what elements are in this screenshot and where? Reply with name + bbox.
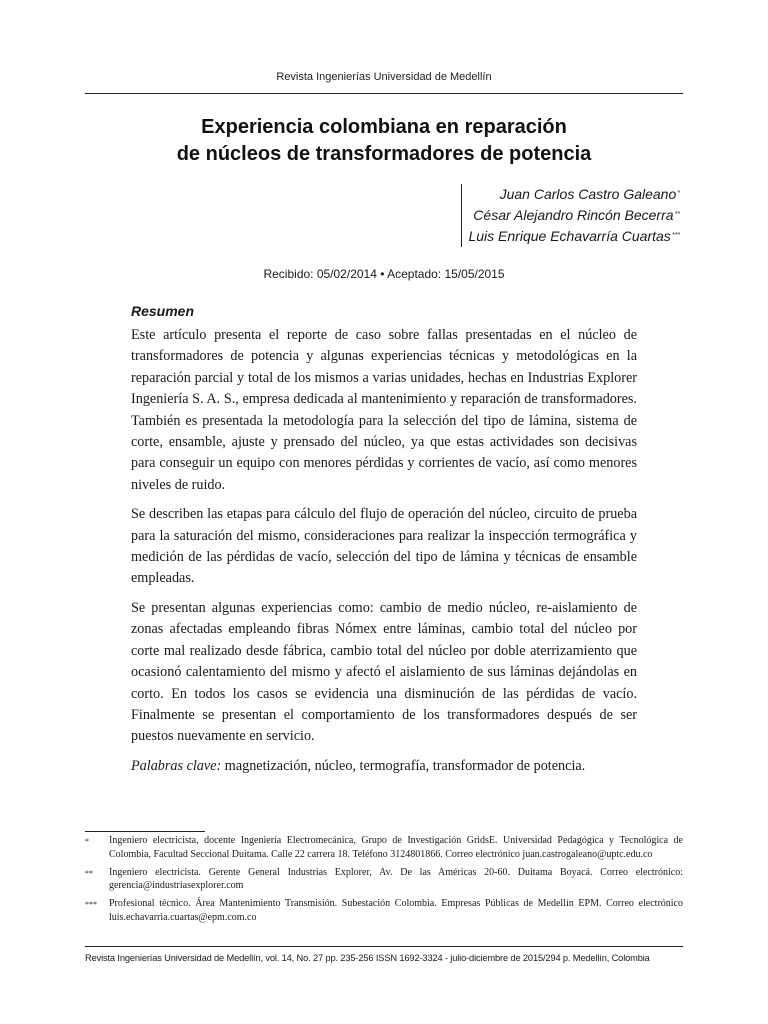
footnote-text: Ingeniero electricista, docente Ingeniería Electromecánica, Grupo de Investigación GridsE. Universidad Pedagógica y Tecnológica de Colombia, Facultad Seccional Duitama. Calle 22 carrera 18. Teléfono 3124801866. Correo electrónico juan.castrogaleano@uptc.edu.co (109, 835, 683, 860)
abstract-paragraph: Este artículo presenta el reporte de caso sobre fallas presentadas en el núcleo de transformadores de potencia y algunas experiencias técnicas y metodológicas en la reparación parcial y total de los mismos a varias unidades, hechas en Industrias Explorer Ingeniería S. A. S., empresa dedicada al mantenimiento y reparación de transformadores. También es presentada la metodología para la selección del tipo de lámina, sistema de corte, ensamble, ajuste y prensado del núcleo, ya que estas actividades son decisivas para conseguir un equipo con menores pérdidas y corrientes de vacío, así como menores niveles de ruido. (131, 327, 637, 493)
footnote-text: Profesional técnico. Área Mantenimiento Transmisión. Subestación Colombia. Empresas Públicas de Medellín EPM. Correo electrónico luis.echavarria.cuartas@epm.com.co (109, 898, 683, 923)
footnote-mark: * (677, 190, 680, 197)
header-rule (85, 93, 683, 94)
author-list (461, 184, 680, 247)
footnote-mark: *** (671, 232, 680, 239)
abstract-paragraph: Se presentan algunas experiencias como: cambio de medio núcleo, re-aislamiento de zonas afectadas empleando fibras Nómex entre láminas, cambio total del núcleo por corte mal realizado desde fábrica, cambio total del núcleo por doble aterrizamiento que ocasionó calentamiento del mismo y afectó el aislamiento de sus láminas dejándolas en corto. En todos los casos se evidencia una disminución de las pérdidas de vacío. Finalmente se presentan el comportamiento de los transformadores después de ser puestos nuevamente en servicio. (131, 599, 637, 745)
footnote-mark: ** (674, 211, 680, 218)
footnote-text: Ingeniero electricista. Gerente General Industrias Explorer, Av. De las Américas 20-60. Duitama Boyacá. Correo electrónico: gerencia@industriasexplorer.com (109, 866, 683, 892)
abstract-heading: Resumen (131, 303, 195, 319)
keywords-label: Palabras clave: (131, 757, 222, 774)
keywords-text: magnetización, núcleo, termografía, transformador de potencia. (224, 757, 586, 774)
footnotes (85, 834, 683, 929)
footnote-rule (85, 831, 205, 832)
footnote-mark: *** (85, 900, 97, 910)
footer-rule (85, 946, 683, 947)
keywords (131, 756, 637, 777)
running-footer: Revista Ingenierías Universidad de Medellín, vol. 14, No. 27 pp. 235-256 ISSN 1692-3324 - julio-diciembre de 2015/294 p. Medellín, Colombia (85, 953, 650, 963)
author: César Alejandro Rincón Becerra** (473, 207, 680, 223)
footnote-mark: * (85, 837, 89, 846)
footnote (85, 897, 683, 925)
received-accepted-dates: Recibido: 05/02/2014 • Aceptado: 15/05/2015 (263, 267, 505, 281)
author: Juan Carlos Castro Galeano* (499, 186, 680, 202)
footnote (85, 834, 683, 862)
article-title (0, 114, 768, 168)
footnote-mark: ** (85, 868, 93, 878)
running-header: Revista Ingenierías Universidad de Medellín (276, 71, 492, 83)
footnote (85, 866, 683, 894)
abstract-body (131, 325, 637, 785)
title-line-1: Experiencia colombiana en reparación (201, 116, 567, 138)
author: Luis Enrique Echavarría Cuartas*** (468, 228, 680, 244)
abstract-paragraph: Se describen las etapas para cálculo del flujo de operación del núcleo, circuito de prueba para la saturación del mismo, consideraciones para realizar la inspección termográfica y medición de las pérdidas de vacío, selección del tipo de lámina y técnicas de ensamble empleadas. (131, 506, 637, 587)
title-line-2: de núcleos de transformadores de potencia (176, 143, 592, 165)
